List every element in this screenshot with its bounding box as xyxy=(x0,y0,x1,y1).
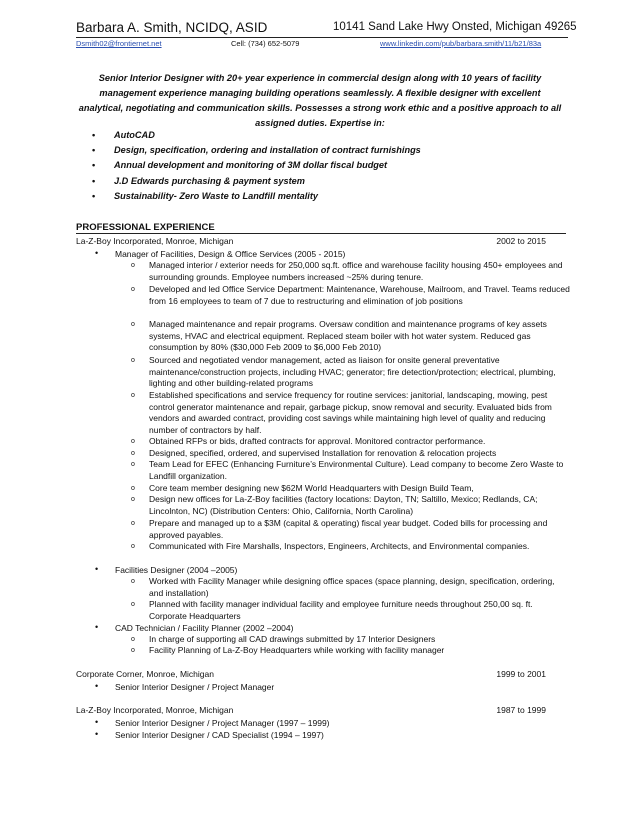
section-divider xyxy=(76,233,566,234)
duty-text: Design new offices for La-Z-Boy facilities (factory locations: Dayton, TN; Saltillo, Mexico; Redlands, CA; Lincolnton, NC) (Distribution Centers: Ohio, California, North Carolina) xyxy=(149,494,538,516)
duty-item xyxy=(131,260,571,283)
expertise-list xyxy=(92,128,421,204)
email-link[interactable]: Dsmith02@frontiernet.net xyxy=(76,39,162,48)
circle-bullet-icon: o xyxy=(131,321,135,328)
employment-dates: 1999 to 2001 xyxy=(496,669,546,679)
expertise-item: • Annual development and monitoring of 3M dollar fiscal budget xyxy=(92,158,421,173)
linkedin-link[interactable]: www.linkedin.com/pub/barbara.smith/11/b21/83a xyxy=(380,39,542,48)
bullet-icon: • xyxy=(95,622,99,632)
bullet-icon: • xyxy=(95,681,99,691)
circle-bullet-icon: o xyxy=(131,601,135,608)
duty-text: Designed, specified, ordered, and supervised Installation for renovation & relocation projects xyxy=(149,448,497,458)
circle-bullet-icon: o xyxy=(131,543,135,550)
role-title: CAD Technician / Facility Planner (2002 –2004) xyxy=(115,623,294,633)
circle-bullet-icon: o xyxy=(131,438,135,445)
duty-item xyxy=(131,436,571,448)
expertise-item: • J.D Edwards purchasing & payment system xyxy=(92,174,421,189)
duty-item xyxy=(131,390,571,436)
duty-text: Planned with facility manager individual facility and employee furniture needs throughout 250,00 sq. ft. Corporate Headquarters xyxy=(149,599,533,621)
duty-item xyxy=(131,634,571,646)
bullet-icon: • xyxy=(95,717,99,727)
candidate-name: Barbara A. Smith, NCIDQ, ASID xyxy=(76,20,268,35)
employment-dates: 2002 to 2015 xyxy=(496,236,546,246)
circle-bullet-icon: o xyxy=(131,520,135,527)
circle-bullet-icon: o xyxy=(131,647,135,654)
role-title: Manager of Facilities, Design & Office Services (2005 - 2015) xyxy=(115,249,346,259)
expertise-item: • AutoCAD xyxy=(92,128,421,143)
circle-bullet-icon: o xyxy=(131,485,135,492)
job-employer-row xyxy=(76,669,546,679)
duty-item xyxy=(131,599,571,622)
role-title: Senior Interior Designer / Project Manager (1997 – 1999) xyxy=(115,718,330,728)
duty-item xyxy=(131,494,571,517)
duty-text: Established specifications and service frequency for routine services: janitorial, landscaping, mowing, pest control generator maintenance and repair, garbage pickup, snow removal and security. Evaluated bids from vendors and awarded contract, providing cost savings while maintaining high level of quality and reducing number of contractors by half. xyxy=(149,390,552,435)
duty-text: Team Lead for EFEC (Enhancing Furniture’s Environmental Culture). Lead company to become Zero Waste to Landfill organization. xyxy=(149,459,564,481)
duty-text: In charge of supporting all CAD drawings submitted by 17 Interior Designers xyxy=(149,634,436,644)
circle-bullet-icon: o xyxy=(131,578,135,585)
duty-item xyxy=(131,284,571,307)
circle-bullet-icon: o xyxy=(131,357,135,364)
duty-item xyxy=(131,576,571,599)
duty-item xyxy=(131,645,571,657)
job-employer-row xyxy=(76,705,546,715)
duty-text: Developed and led Office Service Department: Maintenance, Warehouse, Mailroom, and Travel. Teams reduced from 16 employees to team of 7 due to restructuring and elimination of job positions xyxy=(149,284,570,306)
bullet-icon: • xyxy=(95,729,99,739)
duty-item xyxy=(131,541,571,553)
job-employer-row xyxy=(76,236,546,246)
role-title: Facilities Designer (2004 –2005) xyxy=(115,565,238,575)
duty-item xyxy=(131,448,571,460)
circle-bullet-icon: o xyxy=(131,262,135,269)
circle-bullet-icon: o xyxy=(131,450,135,457)
bullet-icon: • xyxy=(95,564,99,574)
circle-bullet-icon: o xyxy=(131,496,135,503)
employer-name: La-Z-Boy Incorporated, Monroe, Michigan xyxy=(76,236,234,246)
expertise-item: • Sustainability- Zero Waste to Landfill mentality xyxy=(92,189,421,204)
duty-text: Managed interior / exterior needs for 250,000 sq.ft. office and warehouse facility housing 450+ employees and surrounding grounds. Employee numbers increased ~25% during tenure. xyxy=(149,260,563,282)
professional-summary: Senior Interior Designer with 20+ year experience in commercial design along with 10 years of facility management experience managing building operations seamlessly. A flexible designer with excellent analytical, negotiating and communication skills. Possesses a strong work ethic and a positive approach to all assigned duties. Expertise in: xyxy=(78,73,562,128)
duty-text: Prepare and managed up to a $3M (capital & operating) fiscal year budget. Coded bills for processing and approved payables. xyxy=(149,518,548,540)
duty-text: Facility Planning of La-Z-Boy Headquarters while working with facility manager xyxy=(149,645,445,655)
duty-text: Communicated with Fire Marshalls, Inspectors, Engineers, Architects, and Environmental companies. xyxy=(149,541,530,551)
mailing-address: 10141 Sand Lake Hwy Onsted, Michigan 49265 xyxy=(333,21,577,33)
duty-text: Managed maintenance and repair programs. Oversaw condition and maintenance programs of key assets systems, HVAC and electrical equipment. Replaced steam boiler with hot water system. Reduced gas consumption by 80% ($30,000 Feb 2009 to $6,000 Feb 2010) xyxy=(149,319,547,353)
circle-bullet-icon: o xyxy=(131,286,135,293)
role-title: Senior Interior Designer / CAD Specialist (1994 – 1997) xyxy=(115,730,324,740)
cell-phone: Cell: (734) 652-5079 xyxy=(231,39,300,48)
circle-bullet-icon: o xyxy=(131,461,135,468)
section-title: PROFESSIONAL EXPERIENCE xyxy=(76,222,215,233)
duty-text: Core team member designing new $62M World Headquarters with Design Build Team, xyxy=(149,483,474,493)
duty-item xyxy=(131,518,571,541)
duty-text: Sourced and negotiated vendor management, acted as liaison for onsite general preventative maintenance/construction projects, including HVAC; generator; fire detection/protection; electrical, plumbing, lighting and other building-related programs xyxy=(149,355,556,389)
duty-item xyxy=(131,483,571,495)
role-title: Senior Interior Designer / Project Manager xyxy=(115,682,275,692)
employer-name: La-Z-Boy Incorporated, Monroe, Michigan xyxy=(76,705,234,715)
employer-name: Corporate Corner, Monroe, Michigan xyxy=(76,669,214,679)
duty-item xyxy=(131,319,571,354)
duty-item xyxy=(131,355,571,390)
expertise-item: • Design, specification, ordering and installation of contract furnishings xyxy=(92,143,421,158)
duty-text: Worked with Facility Manager while designing office spaces (space planning, design, specification, ordering, and installation) xyxy=(149,576,555,598)
employment-dates: 1987 to 1999 xyxy=(496,705,546,715)
bullet-icon: • xyxy=(95,248,99,258)
circle-bullet-icon: o xyxy=(131,636,135,643)
circle-bullet-icon: o xyxy=(131,392,135,399)
header-divider xyxy=(76,37,568,38)
duty-item xyxy=(131,459,571,482)
duty-text: Obtained RFPs or bids, drafted contracts for approval. Monitored contractor performance. xyxy=(149,436,486,446)
